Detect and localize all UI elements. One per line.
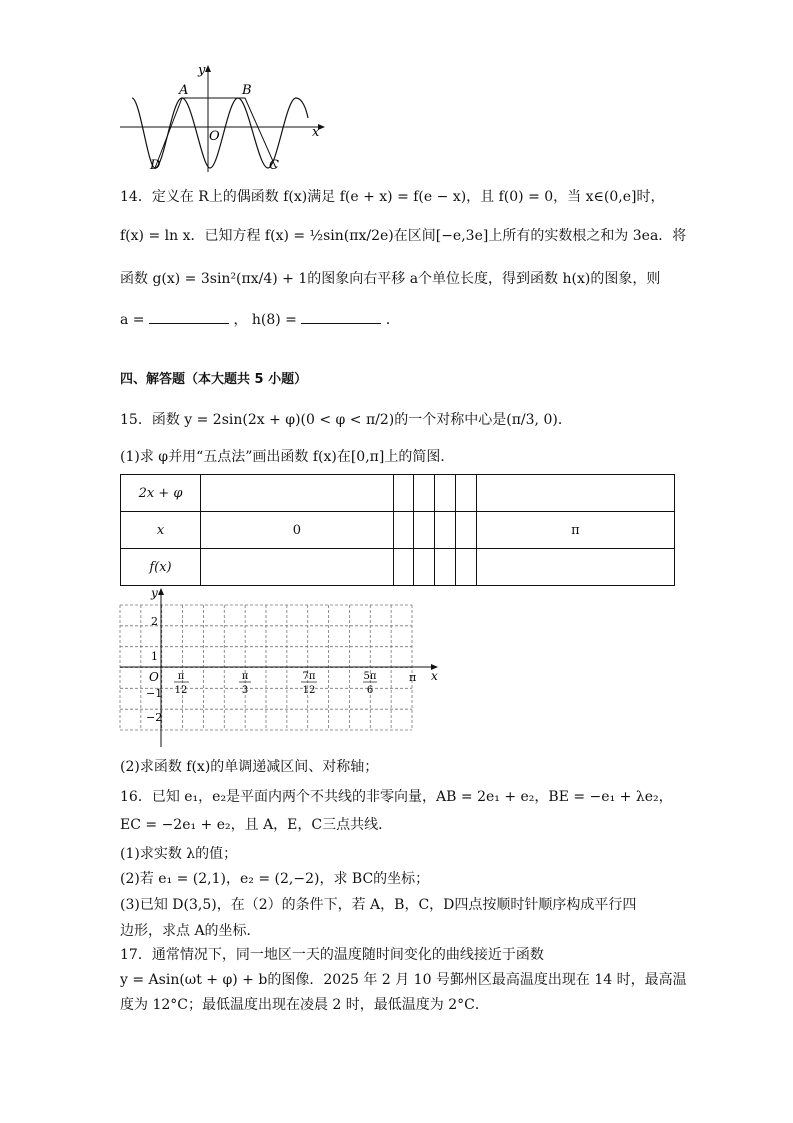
q16-line-1: 16．已知 e₁，e₂是平面内两个不共线的非零向量，AB = 2e₁ + e₂，BE = −e₁ + λe₂， <box>120 789 673 805</box>
q16-part-3-line-1: (3)已知 D(3,5)，在（2）的条件下，若 A，B，C，D四点按顺时针顺序构成平行四 <box>120 897 637 913</box>
y-tick-2: 2 <box>151 615 158 628</box>
x-tick-pi12-num: π <box>177 671 185 682</box>
table-cell[interactable] <box>435 512 456 549</box>
table-cell[interactable] <box>201 475 394 512</box>
q14-line-3: 函数 g(x) = 3sin²(πx/4) + 1的图象向右平移 a个单位长度，得到函数 h(x)的图象，则 <box>120 271 661 287</box>
table-row <box>121 475 675 512</box>
table-row <box>121 512 675 549</box>
table-cell[interactable] <box>476 475 674 512</box>
x-tick-5pi6-num: 5π <box>363 671 377 682</box>
q14-end: ． <box>385 312 400 328</box>
table-cell[interactable] <box>455 475 476 512</box>
table-cell[interactable] <box>435 549 456 586</box>
x-tick-pi3-num: π <box>241 671 249 682</box>
table-cell[interactable] <box>393 549 414 586</box>
q16-part-1: (1)求实数 λ的值； <box>120 846 238 862</box>
table-row-head: x <box>121 512 201 549</box>
table-cell[interactable] <box>414 475 435 512</box>
figure-label-x: x <box>312 125 320 140</box>
x-tick-pi3-den: 3 <box>241 685 249 696</box>
q16-line-2: EC = −2e₁ + e₂，且 A，E，C三点共线． <box>120 817 393 833</box>
grid-y-arrow <box>158 588 164 595</box>
q14-line-4 <box>120 309 400 330</box>
figure-label-c: C <box>269 158 279 173</box>
table-cell[interactable] <box>414 549 435 586</box>
table-row-head: 2x + φ <box>121 475 201 512</box>
table-cell[interactable] <box>455 549 476 586</box>
table-cell[interactable] <box>435 475 456 512</box>
section-heading: 四、解答题（本大题共 5 小题） <box>120 372 308 387</box>
q16-part-2: (2)若 e₁ = (2,1)，e₂ = (2,−2)，求 BC的坐标； <box>120 871 430 887</box>
q17-line-3: 度为 12°C；最低温度出现在凌晨 2 时，最低温度为 2°C． <box>120 997 489 1013</box>
figure-label-d: D <box>150 158 161 173</box>
q14-a-label: a = <box>120 312 145 328</box>
five-point-table <box>120 474 675 586</box>
x-tick-7pi12-num: 7π <box>302 671 316 682</box>
figure-y-arrow <box>205 65 211 72</box>
grid-y-label: y <box>151 586 158 600</box>
y-tick-neg2: −2 <box>146 711 163 724</box>
q14-h-label: ， h(8) = <box>233 312 297 328</box>
grid-x-label: x <box>431 669 438 683</box>
blank-grid-figure <box>115 585 450 750</box>
y-tick-1: 1 <box>151 650 158 663</box>
grid-origin: O <box>149 670 159 684</box>
figure-label-o: O <box>209 129 220 144</box>
q15-stem: 15．函数 y = 2sin(2x + φ)(0 < φ < π/2)的一个对称中心是(π/3, 0)． <box>120 412 572 428</box>
q17-line-1: 17．通常情况下，同一地区一天的温度随时间变化的曲线接近于函数 <box>120 947 544 963</box>
q14-answer-blank-h[interactable] <box>301 309 381 324</box>
figure-label-a: A <box>179 83 189 98</box>
x-tick-pi: π <box>409 671 417 684</box>
y-tick-neg1: −1 <box>146 687 163 700</box>
q15-part-1: (1)求 φ并用“五点法”画出函数 f(x)在[0,π]上的简图． <box>120 449 455 465</box>
q14-line-1: 14．定义在 R上的偶函数 f(x)满足 f(e + x) = f(e − x)，且 f(0) = 0，当 x∈(0,e]时， <box>120 189 665 205</box>
q14-answer-blank-a[interactable] <box>149 309 229 324</box>
q15-part-2: (2)求函数 f(x)的单调递减区间、对称轴； <box>120 759 379 775</box>
q17-line-2: y = Asin(ωt + φ) + b的图像．2025 年 2 月 10 号鄞州区最高温度出现在 14 时，最高温 <box>120 972 687 988</box>
table-cell[interactable] <box>393 475 414 512</box>
x-tick-5pi6-den: 6 <box>366 685 374 696</box>
table-cell[interactable] <box>414 512 435 549</box>
table-row-head: f(x) <box>121 549 201 586</box>
table-cell: π <box>476 512 674 549</box>
table-row <box>121 549 675 586</box>
figure-label-b: B <box>242 83 252 98</box>
table-cell[interactable] <box>201 549 394 586</box>
table-cell: 0 <box>201 512 394 549</box>
x-tick-pi12-den: 12 <box>174 685 188 696</box>
x-tick-7pi12-den: 12 <box>302 685 316 696</box>
q16-part-3-line-2: 边形，求点 A的坐标． <box>120 923 261 939</box>
table-cell[interactable] <box>455 512 476 549</box>
table-cell[interactable] <box>393 512 414 549</box>
sinusoid-figure <box>118 60 328 175</box>
q14-line-2: f(x) = ln x．已知方程 f(x) = ½sin(πx/2e)在区间[−e,3e]上所有的实数根之和为 3ea．将 <box>120 228 687 244</box>
table-cell[interactable] <box>476 549 674 586</box>
figure-label-y: y <box>198 63 206 78</box>
